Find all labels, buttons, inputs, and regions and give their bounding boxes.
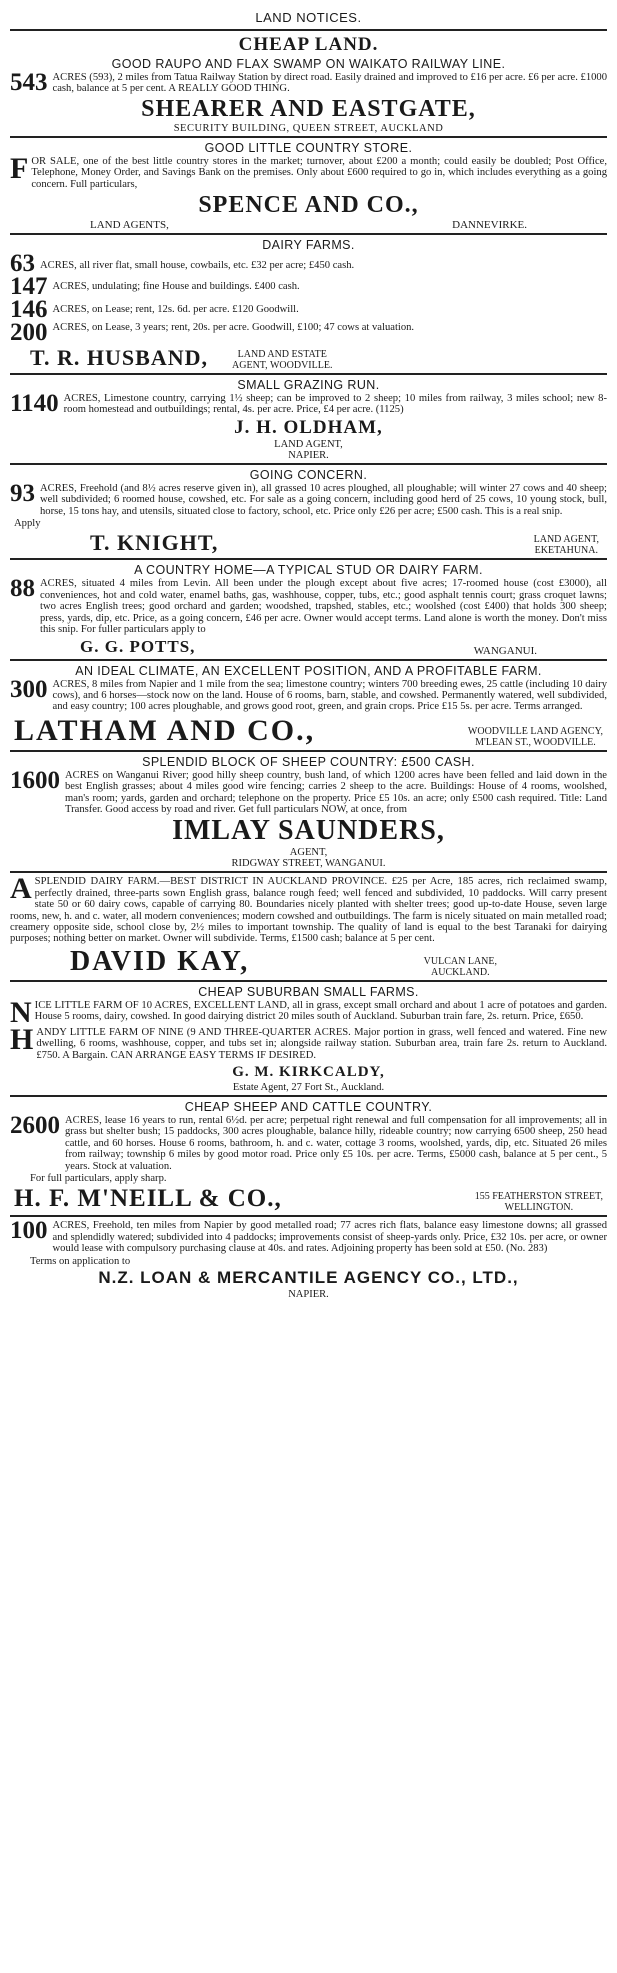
agent-role: WOODVILLE LAND AGENCY, bbox=[467, 725, 603, 737]
agent-role: LAND AGENTS, bbox=[90, 219, 169, 232]
agent-name: H. F. M'NEILL & CO., bbox=[14, 1185, 282, 1213]
listing-text: ICE LITTLE FARM OF 10 ACRES, EXCELLENT LAND, all in grass, except small orchard and about 1 acre of potatoes and garden. House 5 rooms, dairy, cowshed. In good dairying district 20 miles south of Auckland. Suburban train fare, 2s. return. Price, £650. bbox=[34, 999, 607, 1023]
ad-title: SMALL GRAZING RUN. bbox=[237, 378, 380, 393]
ad-title: AN IDEAL CLIMATE, AN EXCELLENT POSITION, AND A PROFITABLE FARM. bbox=[75, 663, 542, 678]
listing bbox=[10, 296, 607, 324]
agent-town: WELLINGTON. bbox=[504, 1202, 574, 1214]
agent-name: LATHAM AND CO., bbox=[14, 713, 316, 747]
acreage: 2600 bbox=[10, 1112, 60, 1139]
listing-text: ACRES, all river flat, small house, cowbails, etc. £32 per acre; £450 cash. bbox=[40, 260, 355, 272]
acreage: 63 bbox=[10, 250, 35, 278]
agent-name: T. R. HUSBAND, bbox=[30, 345, 209, 371]
ad-suburban-farms bbox=[10, 980, 607, 1095]
listing-text: ACRES, Limestone country, carrying 1½ sheep; can be improved to 2 sheep; 10 miles from railway, 3 miles school; new 8-room homestead and outbuildings; rental, 4s. per acre. Price, £4 per acre. (1125) bbox=[63, 393, 607, 416]
acreage: 88 bbox=[10, 575, 35, 603]
agent-town: DANNEVIRKE. bbox=[452, 219, 527, 232]
listing-text: ACRES, situated 4 miles from Levin. All been under the plough except about five acres; 17-roomed house (cost £3000), all conveniences, hot and cold water, enamel baths, gas, washhouse, copper, tubs, etc.; good asphalt tennis court; grass croquet lawns; two acres English trees; good orchard and garden; woodshed, trapshed, stables, etc.; woolshed (cost £400) that holds 300 sheep; press, yards, dip, etc. Price, as a going concern, £46 per acre. Owner would accept terms. Land alone is worth the money. Don't miss this snip. For fuller particulars apply to bbox=[40, 578, 607, 636]
listing bbox=[10, 872, 607, 945]
agent-role: LAND AGENT, bbox=[274, 438, 343, 450]
listing bbox=[10, 390, 607, 418]
drop-cap: F bbox=[10, 151, 29, 185]
listing-text: ACRES on Wanganui River; good hilly sheep country, bush land, of which 1200 acres have been felled and laid down in the best English grasses; about 4 miles good wire fencing; carries 2 sheep to the acre. Buildings: House of 4 rooms, woolshed, man's room; yards, garden and orchard; telephone on the property. Price £5 10s. an acre; only £500 cash required. Title: Land Transfer. Good access by road and river. Get full particulars NOW, at once, from bbox=[65, 769, 607, 815]
drop-cap: N bbox=[10, 995, 32, 1029]
agent-name: T. KNIGHT, bbox=[90, 530, 219, 556]
listing bbox=[10, 575, 607, 636]
agent-address: 155 FEATHERSTON STREET, bbox=[474, 1191, 603, 1203]
ad-title: CHEAP LAND. bbox=[238, 34, 379, 55]
listing bbox=[10, 675, 607, 713]
agent-name: SPENCE AND CO., bbox=[198, 192, 419, 219]
agent-town: M'LEAN ST., WOODVILLE. bbox=[475, 736, 596, 748]
drop-cap: H bbox=[10, 1022, 34, 1056]
land-notices-page bbox=[10, 0, 607, 1302]
ad-dairy-farms bbox=[10, 233, 607, 373]
acreage: 300 bbox=[10, 675, 48, 703]
ad-title: CHEAP SHEEP AND CATTLE COUNTRY. bbox=[184, 1100, 433, 1114]
ad-subtitle: GOOD RAUPO AND FLAX SWAMP ON WAIKATO RAILWAY LINE. bbox=[111, 57, 506, 71]
listing-text: ACRES, on Lease, 3 years; rent, 20s. per acre. Goodwill, £100; 47 cows at valuation. bbox=[52, 322, 415, 334]
acreage: 147 bbox=[10, 273, 48, 301]
terms-label: Terms on application to bbox=[30, 1255, 131, 1267]
listing bbox=[10, 250, 607, 278]
listing bbox=[10, 151, 607, 190]
ad-title: A COUNTRY HOME—A TYPICAL STUD OR DAIRY FARM. bbox=[134, 563, 483, 578]
listing-text: SPLENDID DAIRY FARM.—BEST DISTRICT IN AUCKLAND PROVINCE. £25 per Acre, 185 acres, rich reclaimed swamp, perfectly drained, three-parts sown English grass, balance rough feed; well fenced and subdivided, 10 paddocks. Will carry present state 50 or 60 dairy cows, capable of carrying 80. Boundaries nicely planted with shelter trees; good up-to-date House, seven large rooms, new, h. and c. water, all modern conveniences; modern cowshed and outbuildings. The farm is nicely situated on main metalled road; creamery opposite side, school close by, 2½ miles to important township. The quality of land is equal to the best Taranaki for dairying purposes; nothing better on market. Owner will subdivide. Terms, £1500 cash; balance at 5 per cent. bbox=[10, 876, 607, 945]
acreage: 1140 bbox=[10, 390, 59, 418]
agent-name: G. M. KIRKCALDY, bbox=[232, 1064, 385, 1080]
ad-grazing-run bbox=[10, 373, 607, 463]
agent-address: VULCAN LANE, bbox=[423, 955, 497, 967]
agent-name: DAVID KAY, bbox=[70, 945, 250, 977]
listing-text: ACRES, Freehold (and 8½ acres reserve given in), all grassed 10 acres ploughed, all ploughable; will winter 27 cows and 40 sheep; well subdivided; 6 roomed house, cowshed, etc. For sale as a going concern, including good herd of 25 cows, 10 young stock, bull, horse, 15 tons hay, and utensils, situated close to factory, school, etc. Price only £26 per acre; £500 cash. This is a real snip. bbox=[40, 482, 607, 517]
listing bbox=[10, 479, 607, 517]
listing-text: ACRES, on Lease; rent, 12s. 6d. per acre. £120 Goodwill. bbox=[52, 304, 299, 316]
apply-label: For full particulars, apply sharp. bbox=[30, 1173, 167, 1185]
agent-town: AGENT, WOODVILLE. bbox=[232, 360, 333, 372]
acreage: 93 bbox=[10, 479, 35, 507]
ad-title: GOING CONCERN. bbox=[249, 467, 368, 482]
listing bbox=[10, 1112, 607, 1172]
ad-country-home bbox=[10, 558, 607, 658]
acreage: 100 bbox=[10, 1217, 48, 1245]
ad-going-concern bbox=[10, 463, 607, 559]
listing bbox=[10, 273, 607, 301]
agent-name: G. G. POTTS, bbox=[80, 636, 196, 656]
agent-address: SECURITY BUILDING, QUEEN STREET, AUCKLAND bbox=[173, 122, 444, 134]
drop-cap: A bbox=[10, 872, 32, 906]
agent-town: AUCKLAND. bbox=[431, 966, 490, 978]
apply-label: Apply bbox=[14, 518, 41, 530]
acreage: 543 bbox=[10, 69, 48, 96]
agent-town: NAPIER. bbox=[288, 1289, 329, 1301]
listing-text: ANDY LITTLE FARM OF NINE (9 AND THREE-QUARTER ACRES. Major portion in grass, well fenced and watered. Fine new dwelling, 6 rooms, washhouse, copper, and tubs set in; alongside railway station. Suburban area, train fare 2s. return to Auckland. £750. A Bargain. CAN ARRANGE EASY TERMS IF DESIRED. bbox=[36, 1026, 607, 1061]
agent-role: LAND AGENT, bbox=[533, 534, 599, 546]
listing bbox=[10, 1217, 607, 1255]
acreage: 1600 bbox=[10, 766, 60, 794]
listing-text: ACRES (593), 2 miles from Tatua Railway Station by direct road. Easily drained and improved to £16 per acre. £6 per acre. £1000 cash, balance at 5 per cent. A REALLY GOOD THING. bbox=[52, 72, 608, 95]
ad-title: GOOD LITTLE COUNTRY STORE. bbox=[204, 140, 413, 155]
ad-title: SPLENDID BLOCK OF SHEEP COUNTRY: £500 CASH. bbox=[142, 754, 475, 769]
agent-name: J. H. OLDHAM, bbox=[234, 416, 383, 438]
listing bbox=[10, 766, 607, 816]
agent-name: IMLAY SAUNDERS, bbox=[172, 815, 445, 847]
ad-sheep-cattle bbox=[10, 1095, 607, 1215]
agent-town: WANGANUI. bbox=[473, 644, 537, 657]
ad-title: CHEAP SUBURBAN SMALL FARMS. bbox=[198, 984, 419, 999]
listing bbox=[10, 319, 607, 347]
listing bbox=[10, 69, 608, 96]
listing-text: ACRES, lease 16 years to run, rental 6½d. per acre; perpetual right renewal and full compensation for all improvements; all in grass but shelter bush; 15 paddocks, 300 acres ploughable, balance hilly, rideable country; now carrying 6500 sheep, 250 head cattle, and 60 horses. House 6 rooms, bathroom, h. and c. water, cottage 3 rooms, woolshed, yards, dip, etc. Situated 26 miles from railway; township 6 miles by good motor road. Price only £5 10s. per acre. Terms, £5000 cash, balance at 5 per cent., 5 years. Stock at valuation. bbox=[65, 1115, 607, 1172]
acreage: 146 bbox=[10, 296, 48, 324]
listing-text: ACRES, 8 miles from Napier and 1 mile from the sea; limestone country; winters 700 breeding ewes, 25 cattle (including 10 dairy cows), and 6 horses—stock now on the land. House of 6 rooms, barn, stable, and cowshed. Permanently watered, well subdivided, and easy country; 100 acres ploughable, and grows good root, green, and grain crops. Price £15 5s. per acre. Terms arranged. bbox=[52, 678, 607, 713]
listing bbox=[10, 995, 607, 1029]
agent-role: LAND AND ESTATE bbox=[237, 349, 327, 361]
ad-ideal-climate bbox=[10, 659, 607, 750]
listing bbox=[10, 1022, 607, 1061]
ad-country-store bbox=[10, 136, 607, 233]
agent-address: Estate Agent, 27 Fort St., Auckland. bbox=[232, 1082, 385, 1093]
agent-address: RIDGWAY STREET, WANGANUI. bbox=[231, 858, 386, 870]
ad-title: DAIRY FARMS. bbox=[262, 238, 355, 253]
ad-dairy-farm-auckland bbox=[10, 871, 607, 979]
ad-sheep-country bbox=[10, 750, 607, 872]
page-title: LAND NOTICES. bbox=[255, 10, 362, 25]
agent-name: N.Z. LOAN & MERCANTILE AGENCY CO., LTD., bbox=[98, 1268, 519, 1288]
listing-text: OR SALE, one of the best little country stores in the market; turnover, about £200 a month; could easily be doubled; Post Office, Telephone, Money Order, and Savings Bank on the premises. Only about £600 required to go in, which includes everything as a going concern. Full particulars, bbox=[31, 155, 607, 190]
agent-town: EKETAHUNA. bbox=[534, 545, 598, 557]
acreage: 200 bbox=[10, 319, 48, 347]
listing-text: ACRES, undulating; fine House and buildings. £400 cash. bbox=[52, 281, 300, 293]
ad-cheap-land bbox=[10, 29, 607, 136]
agent-role: AGENT, bbox=[289, 847, 328, 859]
listing-text: ACRES, Freehold, ten miles from Napier by good metalled road; 77 acres rich flats, balance easy limestone downs; all grassed and splendidly watered; subdivided into 4 paddocks; improvements consist of sheep-yards only. Price, £32 10s. per acre, or owner would lease with compulsory purchasing clause at 40s. and rates. Adjoining property has been sold at £50. (No. 283) bbox=[52, 1220, 607, 1255]
agent-town: NAPIER. bbox=[288, 449, 329, 461]
ad-freehold-napier bbox=[10, 1215, 607, 1302]
agent-name: SHEARER AND EASTGATE, bbox=[141, 95, 476, 122]
